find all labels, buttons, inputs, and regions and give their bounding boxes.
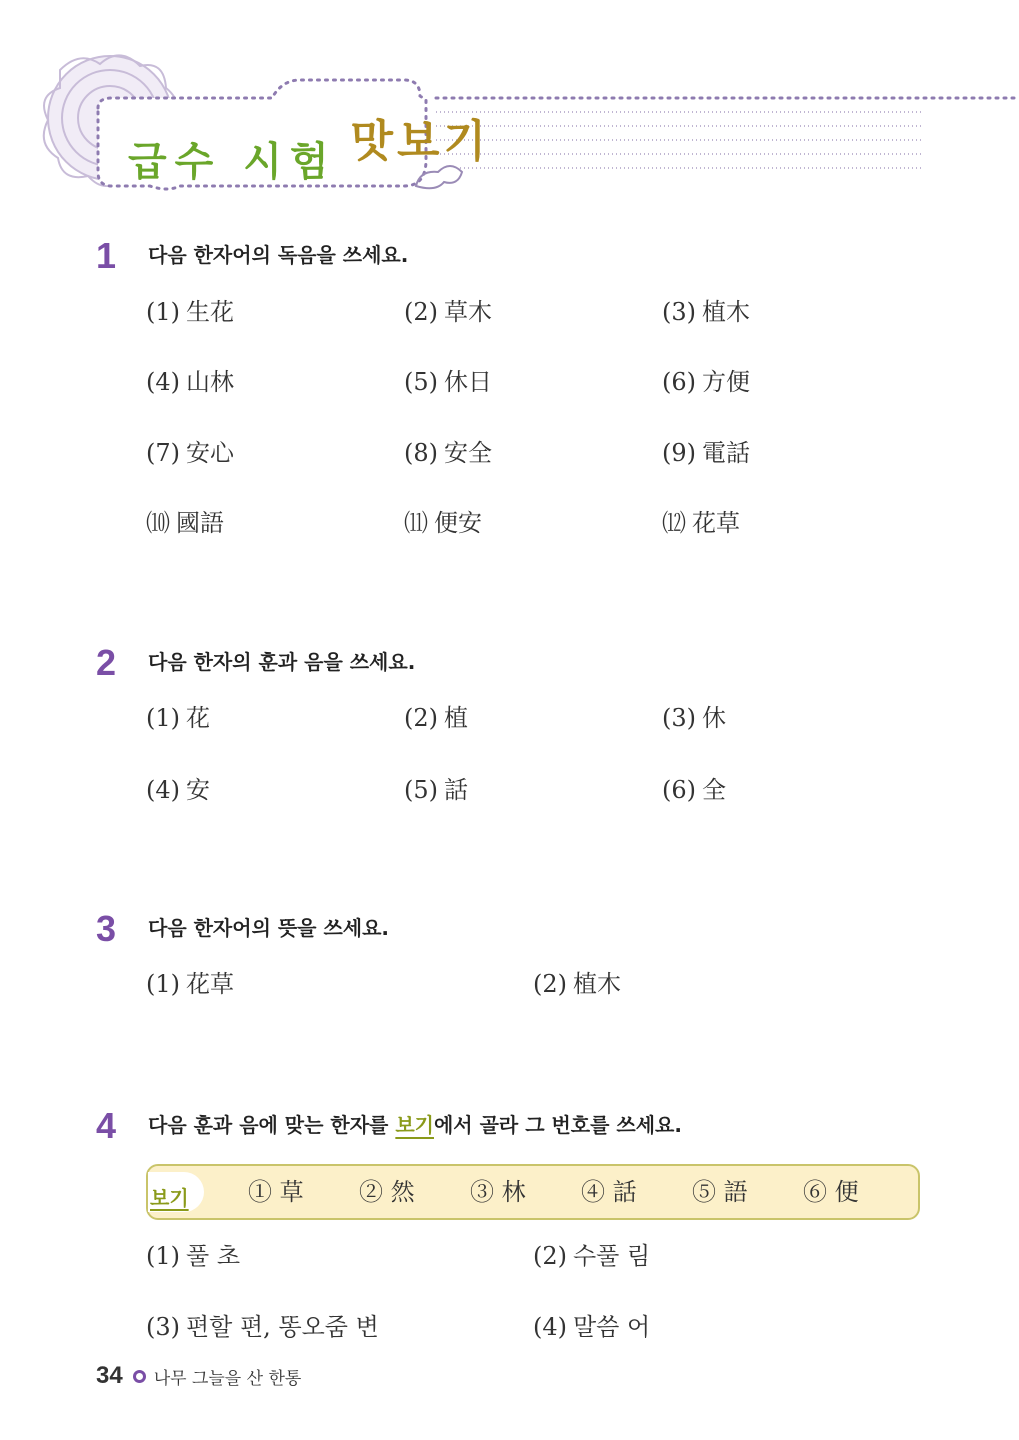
header-title	[128, 92, 491, 185]
q1-item: (5) 休日	[404, 368, 492, 396]
question-4-number: 4	[96, 1105, 117, 1146]
page-footer	[96, 1362, 301, 1390]
q4-item: (4) 말씀 어	[533, 1313, 651, 1341]
q1-item: ⑾ 便安	[404, 509, 482, 537]
q3-item: (2) 植木	[533, 970, 621, 998]
q1-item: (2) 草木	[404, 298, 492, 326]
q1-item: (9) 電話	[662, 439, 750, 467]
page-number: 34	[96, 1362, 123, 1389]
title-main: 급수 시험	[128, 139, 337, 185]
q1-item: (4) 山林	[146, 368, 234, 396]
q1-item: (3) 植木	[662, 298, 750, 326]
bogi-option: ⑥ 便	[803, 1178, 859, 1206]
question-4-text: 다음 훈과 음에 맞는 한자를 보기에서 골라 그 번호를 쓰세요.	[148, 1113, 682, 1137]
bogi-option: ⑤ 語	[692, 1178, 748, 1206]
q4-item: (3) 편할 편, 똥오줌 변	[146, 1313, 379, 1341]
q4-item: (1) 풀 초	[146, 1242, 240, 1270]
bogi-option: ② 然	[359, 1178, 415, 1206]
q2-item: (1) 花	[146, 704, 210, 732]
q1-item: (1) 生花	[146, 298, 234, 326]
question-3-text: 다음 한자어의 뜻을 쓰세요.	[148, 916, 390, 940]
bogi-reference: 보기	[395, 1113, 434, 1137]
q2-item: (4) 安	[146, 776, 210, 804]
question-1-text: 다음 한자어의 독음을 쓰세요.	[148, 243, 409, 267]
q1-item: (7) 安心	[146, 439, 234, 467]
question-1-number: 1	[96, 235, 117, 276]
book-title: 나무 그늘을 산 한통	[153, 1368, 302, 1389]
bogi-option: ① 草	[248, 1178, 304, 1206]
q2-item: (5) 話	[404, 776, 468, 804]
q1-item: ⑽ 國語	[146, 509, 224, 537]
q3-item: (1) 花草	[146, 970, 234, 998]
q2-item: (6) 全	[662, 776, 726, 804]
header	[0, 0, 1019, 210]
question-3-number: 3	[96, 908, 117, 949]
question-2-number: 2	[96, 642, 117, 683]
bogi-box	[146, 1164, 920, 1220]
question-2-text: 다음 한자의 훈과 음을 쓰세요.	[148, 650, 416, 674]
bogi-option: ③ 林	[470, 1178, 526, 1206]
q1-item: (8) 安全	[404, 439, 492, 467]
q4-item: (2) 수풀 림	[533, 1242, 651, 1270]
q2-item: (2) 植	[404, 704, 468, 732]
q2-item: (3) 休	[662, 704, 726, 732]
bogi-label: 보기	[148, 1172, 204, 1212]
title-sub: 맛보기	[350, 116, 491, 167]
q1-item: (6) 方便	[662, 368, 750, 396]
q1-item: ⑿ 花草	[662, 509, 740, 537]
bullet-circle-icon	[133, 1370, 146, 1383]
bogi-option: ④ 話	[581, 1178, 637, 1206]
